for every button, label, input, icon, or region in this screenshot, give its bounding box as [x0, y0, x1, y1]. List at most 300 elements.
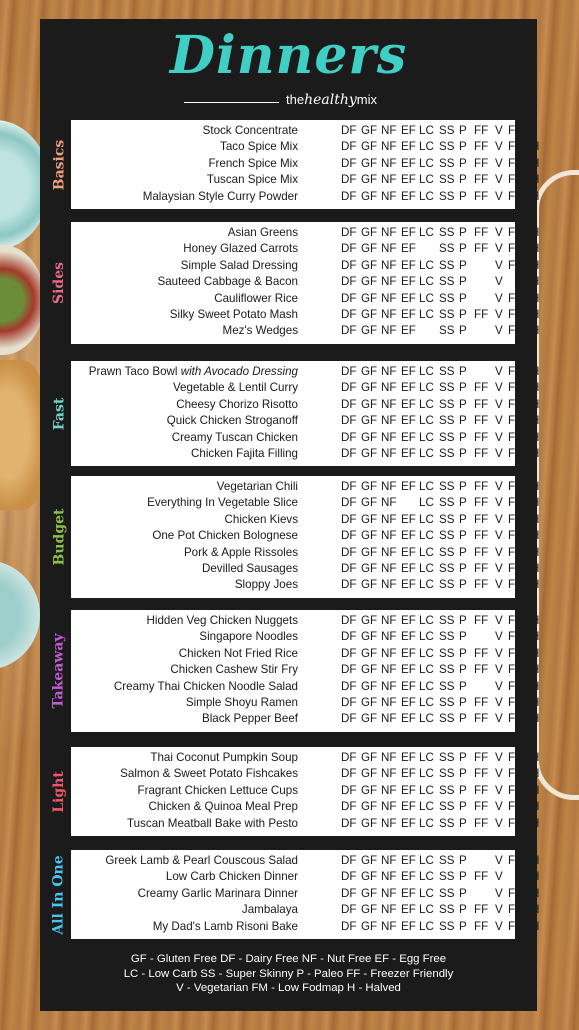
- tag-h: H: [531, 189, 540, 203]
- tag-lc: LC: [419, 446, 434, 460]
- tag-gf: GF: [361, 854, 378, 867]
- brand-row: [40, 91, 537, 111]
- tag-nf: NF: [381, 578, 397, 592]
- tag-ff: FF: [474, 767, 489, 781]
- tag-p: P: [459, 529, 467, 543]
- brand-logo: thehealthymix: [286, 92, 377, 108]
- tag-nf: NF: [381, 800, 397, 814]
- tag-p: P: [459, 919, 467, 933]
- tag-gf: GF: [361, 512, 378, 526]
- tag-h: H: [531, 242, 540, 256]
- tag-gf: GF: [361, 630, 378, 644]
- tag-gf: GF: [361, 578, 378, 592]
- legend-line: V - Vegetarian FM - Low Fodmap H - Halved: [176, 982, 401, 994]
- tag-ss: SS: [439, 140, 455, 154]
- tag-p: P: [459, 695, 467, 709]
- tag-lc: LC: [419, 919, 434, 933]
- tag-gf: GF: [361, 712, 378, 726]
- recipe-name[interactable]: Black Pepper Beef: [201, 712, 298, 726]
- recipe-list: [71, 610, 540, 732]
- tag-p: P: [459, 275, 467, 289]
- tag-fm: FM: [508, 751, 525, 764]
- tag-ff: FF: [474, 189, 489, 203]
- tag-fm: FM: [508, 291, 525, 305]
- tag-lc: LC: [419, 903, 434, 917]
- tag-p: P: [459, 663, 467, 677]
- recipe-name[interactable]: Chicken Kievs: [224, 512, 298, 526]
- tag-fm: FM: [508, 679, 525, 693]
- recipe-row: [71, 323, 540, 339]
- legend-line: GF - Gluten Free DF - Dairy Free NF - Nut Free EF - Egg Free: [130, 953, 447, 965]
- tag-p: P: [459, 886, 467, 900]
- tag-nf: NF: [381, 496, 397, 510]
- recipe-list: [71, 476, 540, 598]
- tag-lc: LC: [419, 614, 434, 627]
- tag-df: DF: [341, 712, 357, 726]
- tag-nf: NF: [381, 679, 397, 693]
- tag-ff: FF: [474, 903, 489, 917]
- recipe-row: [71, 629, 540, 645]
- recipe-name-extra[interactable]: with Avocado Dressing: [177, 365, 298, 378]
- tag-nf: NF: [381, 545, 397, 559]
- tag-df: DF: [341, 816, 357, 830]
- recipe-name[interactable]: My Dad's Lamb Risoni Bake: [152, 919, 298, 933]
- recipe-name[interactable]: Creamy Thai Chicken Noodle Salad: [113, 679, 298, 693]
- tag-fm: FM: [508, 646, 525, 660]
- recipe-list: [71, 850, 540, 939]
- recipe-row: [71, 766, 540, 782]
- background-chair-decoration: [534, 170, 579, 800]
- tag-ss: SS: [439, 545, 455, 559]
- tag-nf: NF: [381, 751, 397, 764]
- tag-ff: FF: [474, 712, 489, 726]
- tag-p: P: [459, 414, 467, 428]
- tag-gf: GF: [361, 124, 378, 137]
- tag-gf: GF: [361, 496, 378, 510]
- tag-df: DF: [341, 414, 357, 428]
- tag-ef: EF: [401, 124, 416, 137]
- tag-lc: LC: [419, 783, 434, 797]
- tag-gf: GF: [361, 291, 378, 305]
- tag-gf: GF: [361, 646, 378, 660]
- tag-ef: EF: [401, 258, 416, 272]
- recipe-row: [71, 561, 540, 577]
- tag-fm: FM: [508, 173, 525, 187]
- recipe-name[interactable]: Honey Glazed Carrots: [183, 242, 298, 256]
- recipe-row: [71, 364, 540, 380]
- recipe-name[interactable]: Greek Lamb & Pearl Couscous Salad: [105, 854, 298, 867]
- recipe-name[interactable]: Vegetable & Lentil Curry: [172, 381, 298, 395]
- recipe-row: [71, 577, 540, 593]
- tag-h: H: [531, 646, 540, 660]
- recipe-name[interactable]: Creamy Garlic Marinara Dinner: [137, 886, 298, 900]
- tag-ef: EF: [401, 430, 416, 444]
- recipe-row: [71, 711, 540, 727]
- tag-lc: LC: [419, 545, 434, 559]
- tag-df: DF: [341, 545, 357, 559]
- tag-ff: FF: [474, 140, 489, 154]
- tag-ef: EF: [401, 226, 416, 239]
- tag-v: V: [495, 414, 503, 428]
- tag-nf: NF: [381, 646, 397, 660]
- tag-lc: LC: [419, 870, 434, 884]
- tag-ef: EF: [401, 397, 416, 411]
- tag-h: H: [531, 545, 540, 559]
- tag-ff: FF: [474, 226, 489, 239]
- tag-p: P: [459, 397, 467, 411]
- tag-fm: FM: [508, 919, 525, 933]
- tag-p: P: [459, 140, 467, 154]
- tag-v: V: [495, 512, 503, 526]
- tag-p: P: [459, 446, 467, 460]
- section-label-text: Budget: [51, 508, 67, 566]
- tag-fm: FM: [508, 324, 525, 338]
- tag-ff: FF: [474, 381, 489, 395]
- tag-lc: LC: [419, 226, 434, 239]
- recipe-name[interactable]: Chicken Fajita Filling: [191, 446, 298, 460]
- tag-ef: EF: [401, 614, 416, 627]
- tag-lc: LC: [419, 480, 434, 493]
- tag-ss: SS: [439, 870, 455, 884]
- tag-nf: NF: [381, 630, 397, 644]
- tag-p: P: [459, 512, 467, 526]
- tag-h: H: [531, 480, 540, 493]
- recipe-name[interactable]: Taco Spice Mix: [220, 140, 298, 154]
- recipe-name[interactable]: Chicken Not Fried Rice: [178, 646, 298, 660]
- recipe-name[interactable]: Mez's Wedges: [222, 324, 298, 338]
- tag-ff: FF: [474, 512, 489, 526]
- tag-ss: SS: [439, 712, 455, 726]
- recipe-name[interactable]: Chicken & Quinoa Meal Prep: [148, 800, 298, 814]
- tag-fm: FM: [508, 226, 525, 239]
- tag-p: P: [459, 226, 467, 239]
- tag-df: DF: [341, 324, 357, 338]
- tag-fm: FM: [508, 242, 525, 256]
- tag-ss: SS: [439, 480, 455, 493]
- tag-ff: FF: [474, 646, 489, 660]
- recipe-row: [71, 380, 540, 396]
- tag-lc: LC: [419, 663, 434, 677]
- tag-lc: LC: [419, 712, 434, 726]
- tag-fm: FM: [508, 767, 525, 781]
- tag-ef: EF: [401, 903, 416, 917]
- recipe-name[interactable]: Creamy Tuscan Chicken: [171, 430, 298, 444]
- tag-h: H: [531, 800, 540, 814]
- tag-lc: LC: [419, 886, 434, 900]
- tag-p: P: [459, 173, 467, 187]
- tag-fm: FM: [508, 480, 525, 493]
- recipe-name[interactable]: One Pot Chicken Bolognese: [152, 529, 298, 543]
- tag-h: H: [531, 870, 540, 884]
- tag-gf: GF: [361, 783, 378, 797]
- recipe-name[interactable]: Silky Sweet Potato Mash: [169, 307, 298, 321]
- recipe-row: [71, 799, 540, 815]
- recipe-name[interactable]: Singapore Noodles: [199, 630, 298, 644]
- tag-h: H: [531, 381, 540, 395]
- tag-ef: EF: [401, 291, 416, 305]
- tag-nf: NF: [381, 446, 397, 460]
- tag-ss: SS: [439, 646, 455, 660]
- tag-v: V: [495, 430, 503, 444]
- tag-ff: FF: [474, 156, 489, 170]
- tag-df: DF: [341, 480, 357, 493]
- tag-v: V: [495, 783, 503, 797]
- tag-ss: SS: [439, 903, 455, 917]
- tag-df: DF: [341, 886, 357, 900]
- tag-df: DF: [341, 578, 357, 592]
- tag-h: H: [531, 679, 540, 693]
- recipe-name[interactable]: Tuscan Spice Mix: [206, 173, 298, 187]
- recipe-name[interactable]: Salmon & Sweet Potato Fishcakes: [120, 767, 298, 781]
- recipe-row: [71, 783, 540, 799]
- tag-nf: NF: [381, 870, 397, 884]
- recipe-row: [71, 430, 540, 446]
- tag-v: V: [495, 496, 503, 510]
- tag-ef: EF: [401, 480, 416, 493]
- tag-df: DF: [341, 242, 357, 256]
- tag-h: H: [531, 226, 540, 239]
- tag-lc: LC: [419, 258, 434, 272]
- recipe-name[interactable]: Asian Greens: [227, 226, 298, 239]
- recipe-name[interactable]: Pork & Apple Rissoles: [183, 545, 298, 559]
- tag-ff: FF: [474, 614, 489, 627]
- tag-v: V: [495, 124, 503, 137]
- tag-lc: LC: [419, 800, 434, 814]
- tag-gf: GF: [361, 397, 378, 411]
- tag-nf: NF: [381, 324, 397, 338]
- tag-v: V: [495, 173, 503, 187]
- menu-panel: [40, 19, 540, 1011]
- recipe-name[interactable]: Fragrant Chicken Lettuce Cups: [137, 783, 298, 797]
- recipe-name[interactable]: Everything In Vegetable Slice: [147, 496, 298, 510]
- tag-h: H: [531, 561, 540, 575]
- tag-v: V: [495, 767, 503, 781]
- tag-ff: FF: [474, 496, 489, 510]
- tag-ef: EF: [401, 275, 416, 289]
- tag-v: V: [495, 561, 503, 575]
- recipe-name[interactable]: Hidden Veg Chicken Nuggets: [146, 614, 298, 627]
- tag-h: H: [531, 886, 540, 900]
- recipe-row: [71, 479, 540, 495]
- tag-v: V: [495, 800, 503, 814]
- recipe-row: [71, 139, 540, 155]
- recipe-name[interactable]: Cauliflower Rice: [214, 291, 298, 305]
- recipe-name[interactable]: Cheesy Chorizo Risotto: [176, 397, 298, 411]
- tag-df: DF: [341, 646, 357, 660]
- tag-fm: FM: [508, 124, 525, 137]
- tag-p: P: [459, 324, 467, 338]
- tag-gf: GF: [361, 903, 378, 917]
- tag-ef: EF: [401, 242, 416, 256]
- recipe-row: [71, 528, 540, 544]
- tag-lc: LC: [419, 512, 434, 526]
- recipe-name[interactable]: Stock Concentrate: [202, 124, 298, 137]
- tag-ff: FF: [474, 414, 489, 428]
- section-light: [40, 747, 540, 836]
- tag-df: DF: [341, 800, 357, 814]
- tag-v: V: [495, 578, 503, 592]
- tag-ff: FF: [474, 816, 489, 830]
- section-all-in-one: [40, 850, 540, 939]
- recipe-name[interactable]: Chicken Cashew Stir Fry: [170, 663, 298, 677]
- tag-df: DF: [341, 446, 357, 460]
- tag-p: P: [459, 156, 467, 170]
- tag-p: P: [459, 578, 467, 592]
- tag-df: DF: [341, 614, 357, 627]
- tag-df: DF: [341, 854, 357, 867]
- tag-ef: EF: [401, 783, 416, 797]
- tag-v: V: [495, 695, 503, 709]
- tag-gf: GF: [361, 189, 378, 203]
- recipe-list: [71, 120, 540, 209]
- tag-ef: EF: [401, 381, 416, 395]
- tag-fm: FM: [508, 712, 525, 726]
- tag-ss: SS: [439, 173, 455, 187]
- recipe-name[interactable]: Prawn Taco Bowl with Avocado Dressing: [88, 365, 298, 378]
- tag-lc: LC: [419, 816, 434, 830]
- tag-h: H: [531, 446, 540, 460]
- tag-p: P: [459, 870, 467, 884]
- recipe-name[interactable]: French Spice Mix: [208, 156, 298, 170]
- tag-h: H: [531, 496, 540, 510]
- tag-lc: LC: [419, 695, 434, 709]
- recipe-row: [71, 495, 540, 511]
- tag-nf: NF: [381, 783, 397, 797]
- tag-gf: GF: [361, 324, 378, 338]
- tag-v: V: [495, 919, 503, 933]
- tag-fm: FM: [508, 430, 525, 444]
- tag-v: V: [495, 663, 503, 677]
- background-plate-decoration-2: [0, 560, 40, 670]
- tag-ff: FF: [474, 751, 489, 764]
- tag-gf: GF: [361, 365, 378, 378]
- recipe-name[interactable]: Devilled Sausages: [201, 561, 298, 575]
- tag-ss: SS: [439, 800, 455, 814]
- recipe-row: [71, 123, 525, 139]
- tag-df: DF: [341, 870, 357, 884]
- recipe-list: [71, 361, 540, 466]
- background-bread-decoration: [0, 360, 45, 510]
- tag-nf: NF: [381, 173, 397, 187]
- recipe-row: [71, 225, 540, 241]
- tag-nf: NF: [381, 767, 397, 781]
- tag-gf: GF: [361, 870, 378, 884]
- tag-gf: GF: [361, 663, 378, 677]
- tag-lc: LC: [419, 496, 434, 510]
- section-label-text: All In One: [51, 854, 68, 935]
- tag-h: H: [531, 767, 540, 781]
- section-fast: [40, 361, 540, 466]
- recipe-name[interactable]: Thai Coconut Pumpkin Soup: [150, 751, 298, 764]
- recipe-name[interactable]: Malaysian Style Curry Powder: [142, 189, 298, 203]
- tag-df: DF: [341, 226, 357, 239]
- tag-h: H: [531, 614, 540, 627]
- tag-lc: LC: [419, 156, 434, 170]
- tag-ef: EF: [401, 173, 416, 187]
- tag-df: DF: [341, 173, 357, 187]
- tag-ss: SS: [439, 496, 455, 510]
- tag-nf: NF: [381, 414, 397, 428]
- tag-gf: GF: [361, 430, 378, 444]
- tag-v: V: [495, 140, 503, 154]
- recipe-name[interactable]: Sauteed Cabbage & Bacon: [157, 275, 298, 289]
- tag-lc: LC: [419, 397, 434, 411]
- tag-gf: GF: [361, 695, 378, 709]
- tag-ef: EF: [401, 307, 416, 321]
- tag-ef: EF: [401, 767, 416, 781]
- tag-fm: FM: [508, 529, 525, 543]
- tag-v: V: [495, 242, 503, 256]
- tag-ss: SS: [439, 397, 455, 411]
- tag-p: P: [459, 291, 467, 305]
- recipe-list: [71, 747, 540, 836]
- recipe-name[interactable]: Simple Shoyu Ramen: [185, 695, 298, 709]
- tag-nf: NF: [381, 140, 397, 154]
- tag-ss: SS: [439, 767, 455, 781]
- section-budget: [40, 476, 540, 598]
- tag-v: V: [495, 275, 503, 289]
- tag-ff: FF: [474, 242, 489, 256]
- tag-gf: GF: [361, 381, 378, 395]
- recipe-row: [71, 869, 540, 885]
- tag-h: H: [531, 663, 540, 677]
- tag-gf: GF: [361, 242, 378, 256]
- tag-df: DF: [341, 189, 357, 203]
- section-label-text: Light: [51, 770, 68, 813]
- tag-fm: FM: [508, 381, 525, 395]
- recipe-row: [71, 172, 540, 188]
- recipe-name[interactable]: Vegetarian Chili: [216, 480, 298, 493]
- recipe-name[interactable]: Sloppy Joes: [234, 578, 298, 592]
- tag-h: H: [531, 903, 540, 917]
- tag-ss: SS: [439, 324, 455, 338]
- tag-v: V: [495, 480, 503, 493]
- tag-gf: GF: [361, 679, 378, 693]
- recipe-name[interactable]: Low Carb Chicken Dinner: [165, 870, 298, 884]
- tag-h: H: [531, 695, 540, 709]
- tag-ss: SS: [439, 919, 455, 933]
- tag-v: V: [495, 816, 503, 830]
- tag-v: V: [495, 614, 503, 627]
- tag-ss: SS: [439, 630, 455, 644]
- tag-ef: EF: [401, 414, 416, 428]
- recipe-name[interactable]: Tuscan Meatball Bake with Pesto: [127, 816, 298, 830]
- recipe-name[interactable]: Jambalaya: [241, 903, 298, 917]
- tag-h: H: [531, 365, 540, 378]
- tag-ff: FF: [474, 919, 489, 933]
- tag-v: V: [495, 679, 503, 693]
- tag-h: H: [531, 783, 540, 797]
- tag-ss: SS: [439, 189, 455, 203]
- tag-v: V: [495, 630, 503, 644]
- tag-p: P: [459, 767, 467, 781]
- tag-lc: LC: [419, 561, 434, 575]
- tag-ef: EF: [401, 446, 416, 460]
- tag-ss: SS: [439, 414, 455, 428]
- tag-fm: FM: [508, 695, 525, 709]
- tag-fm: FM: [508, 886, 525, 900]
- recipe-name[interactable]: Simple Salad Dressing: [180, 258, 298, 272]
- tag-ef: EF: [401, 365, 416, 378]
- tag-fm: FM: [508, 189, 525, 203]
- tag-h: H: [531, 529, 540, 543]
- recipe-row: [71, 695, 540, 711]
- tag-h: H: [531, 712, 540, 726]
- tag-df: DF: [341, 397, 357, 411]
- tag-v: V: [495, 189, 503, 203]
- recipe-row: [71, 258, 540, 274]
- recipe-name[interactable]: Quick Chicken Stroganoff: [166, 414, 298, 428]
